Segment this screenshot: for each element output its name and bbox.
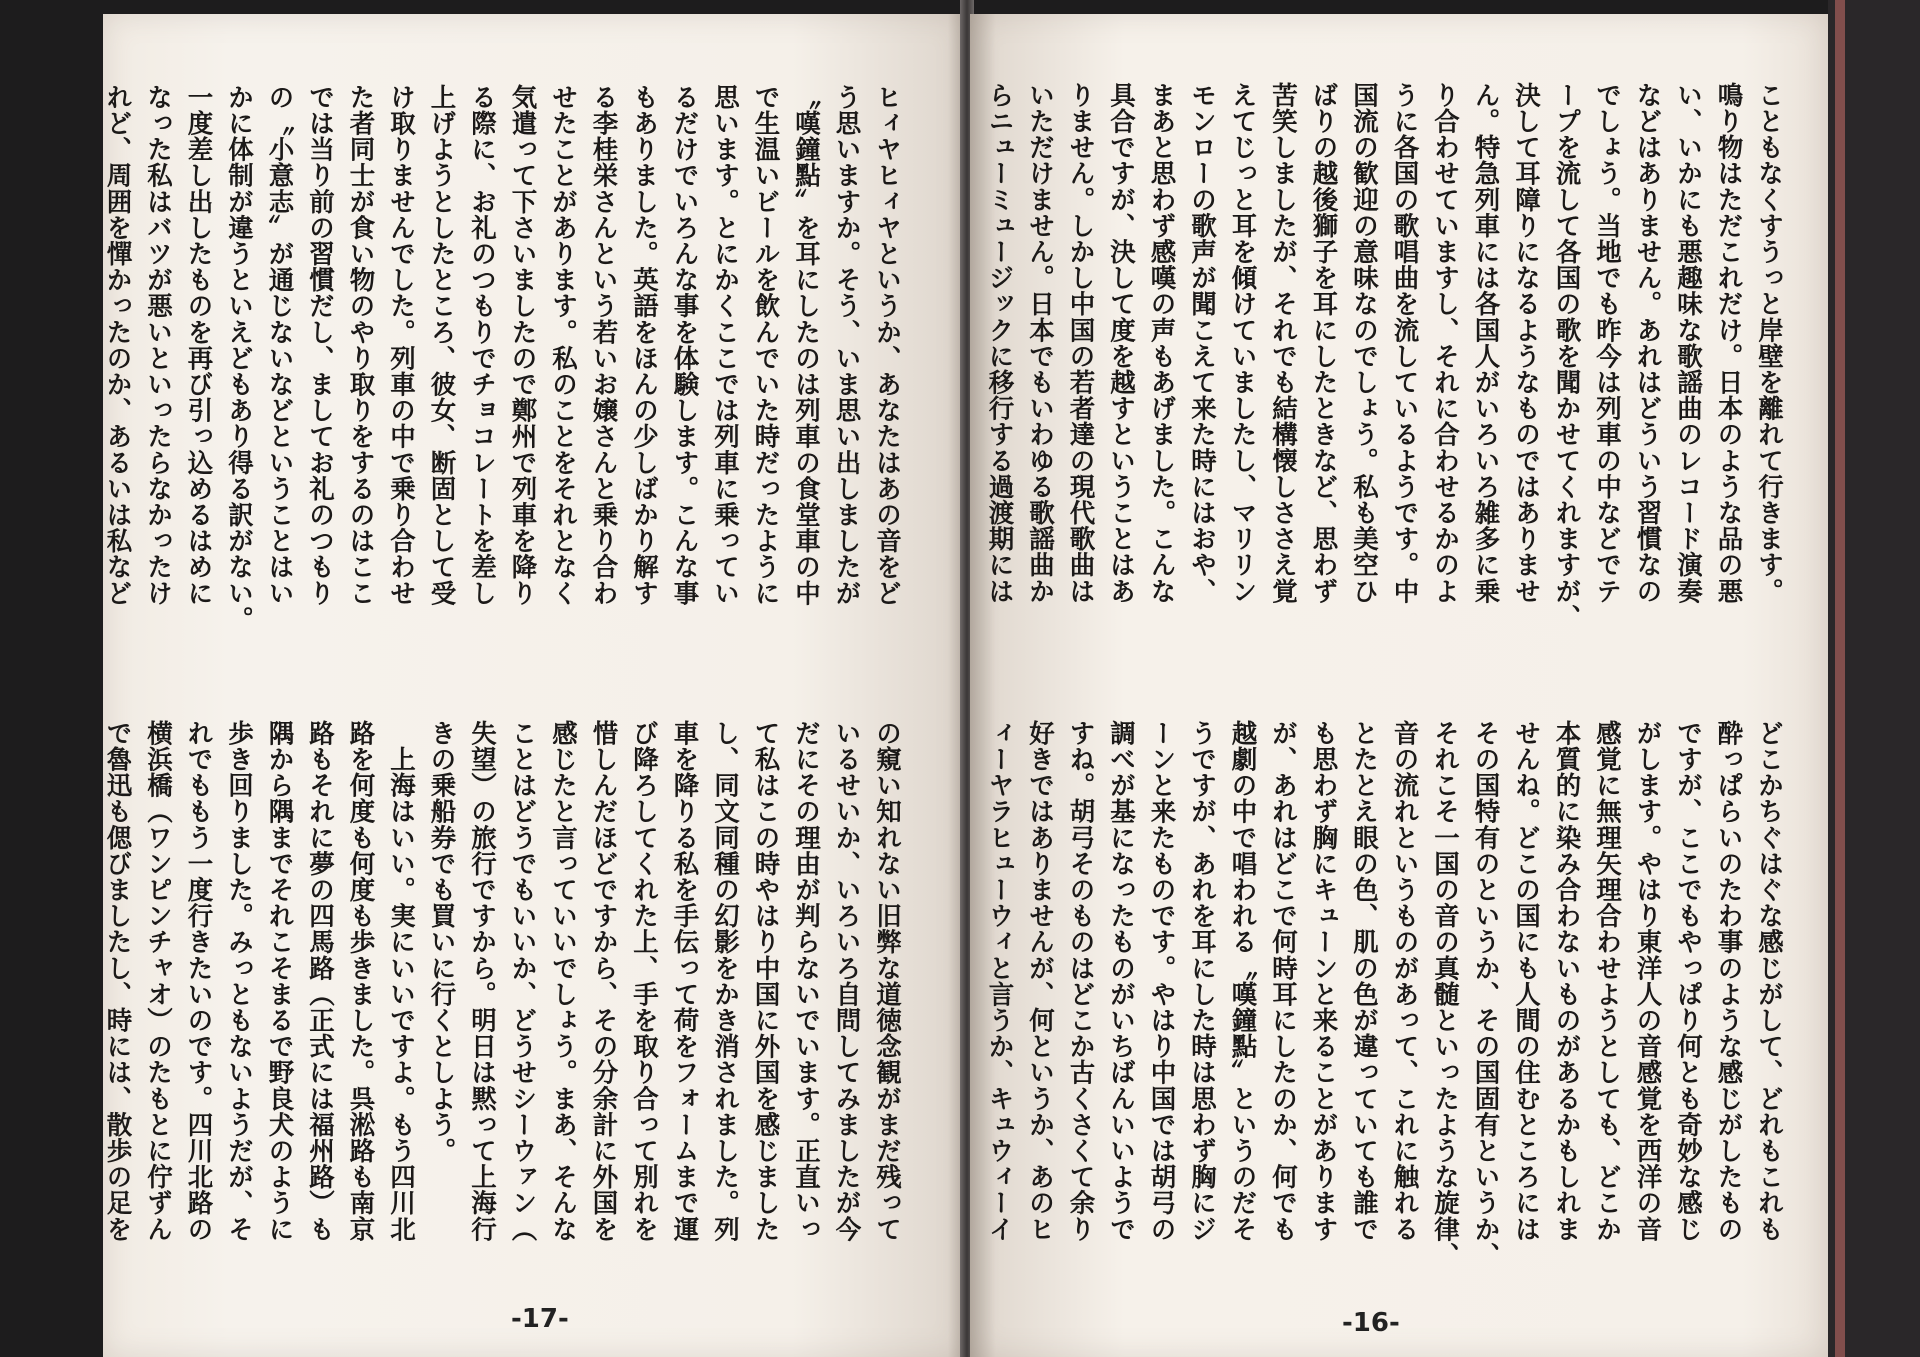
text-line: も思わず胸にキューンと来ることがあります [1308,720,1339,1242]
text-line: 思います。とにかくここでは列車に乗ってい [710,84,740,606]
text-line: 酔っぱらいのたわ事のような感じがしたもの [1713,720,1744,1242]
text-line: 上海はいい。実にいいですよ。もう四川北 [386,720,416,1242]
right-page-lower-text [979,720,1789,1268]
text-line: うですが、あれを耳にした時は思わず胸にジ [1187,720,1217,1242]
text-line: まあと思わず感嘆の声もあげました。こんな [1146,82,1177,604]
text-line: 路もそれに夢の四馬路（正式には福州路）も [305,720,335,1242]
left-page-lower-text [97,720,907,1242]
text-line: 感覚に無理矢理合わせようとしても、どこか [1592,720,1622,1242]
text-line: ことはどうでもいいか、どうせシーウァン（ [507,720,538,1242]
text-line: 惜しんだほどですから、その分余計に外国を [588,720,619,1242]
text-line: り合わせていますし、それに合わせるかのよ [1430,82,1460,604]
text-line: 〝嘆鐘點〟を耳にしたのは列車の食堂車の中 [791,84,821,606]
text-line: 決して耳障りになるようなものではありませ [1511,82,1541,604]
text-line: の窺い知れない旧弊な道徳念観がまだ残って [872,720,902,1242]
page-number-right: -16- [1342,1308,1400,1338]
text-line: いただけません。日本でもいわゆる歌謡曲か [1025,82,1055,604]
text-line: 一度差し出したものを再び引っ込めるはめに [183,84,214,606]
text-line: えてじっと耳を傾けていましたし、マリリン [1227,82,1258,604]
left-page-upper-text [97,84,907,632]
text-line: きの乗船券でも買いに行くとしよう。 [426,720,457,1164]
left-page [103,14,965,1357]
book-cover-edge [1835,0,1845,1357]
text-line: る李桂栄さんという若いお嬢さんと乗り合わ [588,84,619,606]
text-line: だにその理由が判らないでいます。正直いっ [791,720,821,1242]
text-line: で生温いビールを飲んでいた時だったように [750,84,781,606]
text-line: うに各国の歌唱曲を流しているようです。中 [1389,82,1420,604]
text-line: 失望）の旅行ですから。明日は黙って上海行 [467,720,497,1242]
text-line: それこそ一国の音の真髄といったような旋律、 [1430,720,1460,1269]
text-line: 越劇の中で唱われる〝嘆鐘點〟というのだそ [1227,720,1258,1242]
text-line: りません。しかし中国の若者達の現代歌曲は [1065,82,1096,604]
text-line: れでももう一度行きたいのです。四川北路の [183,720,214,1242]
right-page [970,14,1828,1357]
text-line: ん。特急列車には各国人がいろいろ雑多に乗 [1470,82,1501,604]
text-line: び降ろしてくれた上、手を取り合って別れを [629,720,659,1242]
text-line: 歩き回りました。みっともないようだが、そ [224,720,254,1242]
text-line: 国流の歓迎の意味なのでしょう。私も美空ひ [1349,82,1379,604]
text-line: 車を降りる私を手伝って荷をフォームまで運 [669,720,700,1242]
text-line: とたとえ眼の色、肌の色が違っていても誰で [1349,720,1379,1242]
text-line: すね。胡弓そのものはどこか古くさくて余り [1065,720,1096,1242]
text-line: け取りませんでした。列車の中で乗り合わせ [386,84,416,606]
text-line: こともなくすうっと岸壁を離れて行きます。 [1754,82,1784,604]
text-line: らニューミュージックに移行する過渡期には [984,82,1015,604]
text-line: 本質的に染み合わないものがあるかもしれま [1551,720,1582,1242]
text-line: 上げようとしたところ、彼女、断固として受 [426,84,457,606]
text-line: などはありません。あれはどういう習慣なの [1632,82,1663,604]
text-line: モンローの歌声が聞こえて来た時にはおや、 [1187,82,1217,604]
text-line: う思いますか。そう、いま思い出しましたが [831,84,862,606]
text-line: 好きではありませんが、何というか、あのヒ [1025,720,1055,1242]
text-line: た者同士が食い物のやり取りをするのはここ [345,84,376,606]
text-line: ープを流して各国の歌を聞かせてくれますが、 [1551,82,1582,631]
text-line: る際に、お礼のつもりでチョコレートを差し [467,84,497,606]
text-line: でしょう。当地でも昨今は列車の中などでテ [1592,82,1622,604]
text-line: 気遣って下さいましたので鄭州で列車を降り [507,84,538,606]
text-line: し、同文同種の幻影をかき消されました。列 [710,720,740,1242]
text-line: れど、周囲を憚かったのか、あるいは私など [102,84,133,606]
text-line: どこかちぐはぐな感じがして、どれもこれも [1754,720,1784,1242]
text-line: 感じたと言っていいでしょう。まあ、そんな [548,720,578,1242]
text-line: 横浜橋（ワンピンチャオ）のたもとに佇ずん [143,720,173,1242]
text-line: ヒィヤヒィヤというか、あなたはあの音をど [872,84,902,606]
text-line: ですが、ここでもやっぱり何とも奇妙な感じ [1673,720,1703,1242]
page-number-left: -17- [511,1304,569,1334]
text-line: もありました。英語をほんの少しばかり解す [629,84,659,606]
text-line: いるせいか、いろいろ自問してみましたが今 [831,720,862,1242]
text-line: 具合ですが、決して度を越すということはあ [1106,82,1136,604]
text-line: が、あれはどこで何時耳にしたのか、何でも [1268,720,1298,1242]
text-line: ーンと来たものです。やはり中国では胡弓の [1146,720,1177,1242]
text-line: かに体制が違うといえどもあり得る訳がない。 [224,84,254,633]
text-line: て私はこの時やはり中国に外国を感じました [750,720,781,1242]
text-line: 音の流れというものがあって、これに触れる [1389,720,1420,1242]
text-line: 苦笑しましたが、それでも結構懐しささえ覚 [1268,82,1298,604]
text-line: い、いかにも悪趣味な歌謡曲のレコード演奏 [1673,82,1703,604]
text-line: ばりの越後獅子を耳にしたときなど、思わず [1308,82,1339,604]
text-line: 隅から隅までそれこそまるで野良犬のように [264,720,295,1242]
text-line: なった私はバツが悪いといったらなかったけ [143,84,173,606]
text-line: では当り前の習慣だし、ましてお礼のつもり [305,84,335,606]
text-line: 路を何度も何度も歩きました。呉淞路も南京 [345,720,376,1242]
text-line: せたことがあります。私のことをそれとなく [548,84,578,606]
background-left [0,0,103,1357]
text-line: ィーヤラヒューウィと言うか、キュウィーイ [984,720,1015,1242]
text-line: るだけでいろんな事を体験します。こんな事 [669,84,700,606]
text-line: がします。やはり東洋人の音感覚を西洋の音 [1632,720,1663,1242]
text-line: で魯迅も偲びましたし、時には、散歩の足を [102,720,133,1242]
text-line: その国特有のというか、その国固有というか、 [1470,720,1501,1269]
text-line: 調べが基になったものがいちばんいいようで [1106,720,1136,1242]
right-page-upper-text [979,82,1789,630]
text-line: 鳴り物はただこれだけ。日本のような品の悪 [1713,82,1744,604]
text-line: の〝小意志〟が通じないなどということはい [264,84,295,606]
text-line: せんね。どこの国にも人間の住むところには [1511,720,1541,1242]
